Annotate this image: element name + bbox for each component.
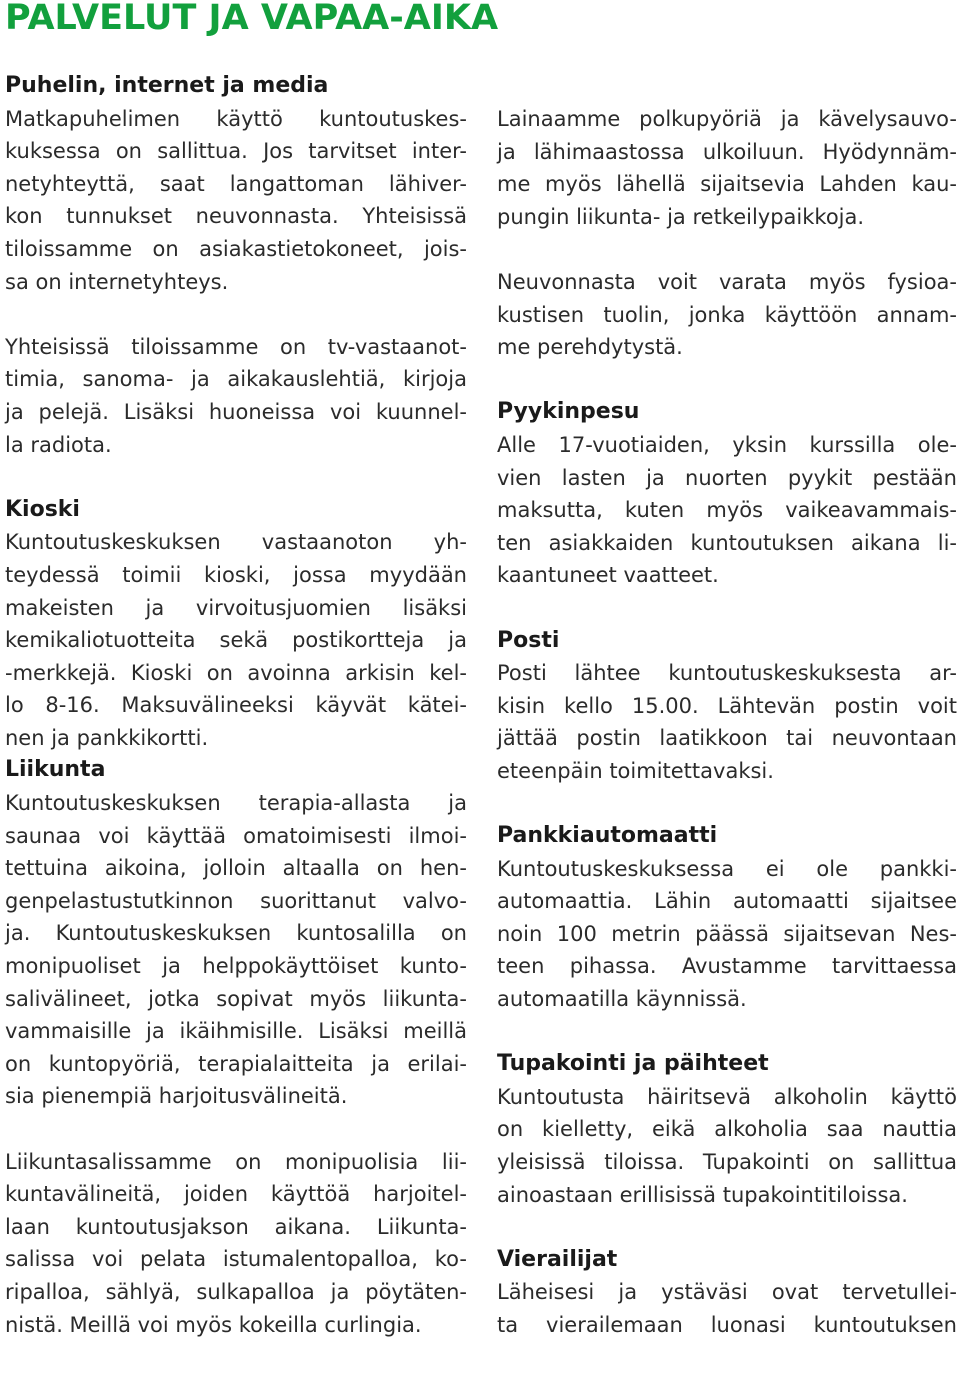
text-line: kuntavälineitä, joiden käyttöä harjoitel- [5, 1182, 467, 1207]
text-line: tettuina aikoina, jolloin altaalla on hen- [5, 856, 467, 881]
text-line: sa on internetyhteys. [5, 269, 229, 294]
text-line: la radiota. [5, 432, 112, 457]
text-line: laan kuntoutusjakson aikana. Liikunta- [5, 1214, 467, 1239]
paragraph [5, 526, 467, 754]
text-line: Kuntoutusta häiritsevä alkoholin käyttö [497, 1084, 957, 1109]
text-line: monipuoliset ja helppokäyttöiset kunto- [5, 954, 467, 979]
text-line: kon tunnukset neuvonnasta. Yhteisissä [5, 204, 467, 229]
text-line: yleisissä tiloissa. Tupakointi on sallittua [497, 1150, 957, 1174]
section-heading: Pyykinpesu [497, 399, 640, 425]
text-line: genpelastustutkinnon suorittanut valvo- [5, 888, 467, 913]
right-column [497, 103, 957, 1342]
text-line: salissa voi pelata istumalentopalloa, ko- [5, 1247, 467, 1272]
text-line: ja. Kuntoutuskeskuksen kuntosalilla on [5, 921, 467, 946]
paragraph [497, 429, 957, 592]
text-line: Matkapuhelimen käyttö kuntoutuskes- [5, 106, 467, 131]
section-heading: Vierailijat [497, 1246, 618, 1272]
text-line: netyhteyttä, saat langattoman lähiver- [5, 171, 467, 196]
paragraph [5, 331, 467, 461]
paragraph [497, 1081, 957, 1211]
text-line: ainoastaan erillisissä tupakointitiloissa. [497, 1182, 908, 1207]
text-line: Posti lähtee kuntoutuskeskuksesta ar- [497, 661, 957, 686]
left-column [5, 70, 467, 1341]
text-line: automaatilla käynnissä. [497, 987, 747, 1012]
text-line: eteenpäin toimitettavaksi. [497, 758, 774, 783]
section-atm [497, 820, 957, 1016]
text-line: kemikaliotuotteita sekä postikortteja ja [5, 628, 467, 653]
text-line: ten asiakkaiden kuntoutuksen aikana li- [497, 530, 957, 555]
text-line: ja lähimaastossa ulkoiluun. Hyödynnäm- [497, 139, 957, 164]
paragraph [497, 103, 957, 233]
section-laundry [497, 396, 957, 592]
section-heading: Kioski [5, 496, 80, 522]
text-line: me myös lähellä sijaitsevia Lahden kau- [497, 172, 957, 197]
section-phone-internet-media [5, 70, 467, 461]
section-visitors [497, 1244, 957, 1342]
text-line: Kuntoutuskeskuksessa ei ole pankki- [497, 856, 957, 881]
text-line: ripalloa, sählyä, sulkapalloa ja pöytäten- [5, 1279, 467, 1304]
text-line: automaattia. Lähin automaatti sijaitsee [497, 889, 957, 914]
text-line: teen pihassa. Avustamme tarvittaessa [497, 954, 957, 979]
text-line: teydessä toimii kioski, jossa myydään [5, 562, 467, 587]
text-line: Läheisesi ja ystäväsi ovat tervetullei- [497, 1280, 957, 1305]
paragraph [497, 853, 957, 1016]
section-sports [5, 754, 467, 1341]
paragraph [5, 103, 467, 299]
text-line: lo 8-16. Maksuvälineeksi käyvät kätei- [5, 693, 467, 718]
section-heading: Pankkiautomaatti [497, 823, 718, 849]
text-line: maksutta, kuten myös vaikeavammais- [497, 498, 957, 523]
text-line: saunaa voi käyttää omatoimisesti ilmoi- [5, 823, 467, 848]
paragraph [497, 266, 957, 364]
section-heading: Puhelin, internet ja media [5, 73, 329, 98]
section-kiosk [5, 494, 467, 755]
text-line: tiloissamme on asiakastietokoneet, jois- [5, 236, 467, 261]
text-line: nen ja pankkikortti. [5, 725, 209, 750]
text-line: kuksessa on sallittua. Jos tarvitset inter- [5, 139, 467, 164]
text-line: jättää postin laatikkoon tai neuvontaan [497, 726, 957, 751]
text-line: on kuntopyöriä, terapialaitteita ja erilai- [5, 1051, 467, 1076]
paragraph [5, 787, 467, 1113]
text-line: noin 100 metrin päässä sijaitsevan Nes- [497, 921, 957, 946]
text-line: kaantuneet vaatteet. [497, 563, 719, 588]
text-line: salivälineet, jotka sopivat myös liikunta- [5, 986, 467, 1011]
text-line: kustisen tuolin, jonka käyttöön annam- [497, 302, 957, 327]
text-line: pungin liikunta- ja retkeilypaikkoja. [497, 204, 865, 229]
text-line: Kuntoutuskeskuksen terapia-allasta ja [5, 791, 467, 816]
text-line: Neuvonnasta voit varata myös fysioa- [497, 269, 957, 294]
text-line: sia pienempiä harjoitusvälineitä. [5, 1084, 348, 1109]
paragraph [5, 1146, 467, 1342]
text-line: nistä. Meillä voi myös kokeilla curlingia. [5, 1312, 422, 1337]
section-mail [497, 625, 957, 788]
text-line: kisin kello 15.00. Lähtevän postin voit [497, 693, 957, 718]
text-line: Kuntoutuskeskuksen vastaanoton yh- [5, 530, 467, 555]
section-smoking-substances [497, 1048, 957, 1211]
page-title: PALVELUT JA VAPAA-AIKA [5, 0, 499, 38]
section-heading: Tupakointi ja päihteet [497, 1051, 769, 1077]
text-line: -merkkejä. Kioski on avoinna arkisin kel- [5, 660, 467, 685]
paragraph [497, 657, 957, 787]
text-line: timia, sanoma- ja aikakauslehtiä, kirjoja [5, 367, 467, 392]
text-line: Alle 17-vuotiaiden, yksin kurssilla ole- [497, 432, 957, 457]
text-line: Lainaamme polkupyöriä ja kävelysauvo- [497, 107, 957, 131]
text-line: on kielletty, eikä alkoholia saa nauttia [497, 1117, 957, 1142]
text-line: ta vierailemaan luonasi kuntoutuksen [497, 1312, 957, 1337]
text-line: me perehdytystä. [497, 335, 683, 360]
text-line: vien lasten ja nuorten pyykit pestään [497, 465, 957, 490]
text-line: vammaisille ja ikäihmisille. Lisäksi meillä [5, 1019, 467, 1044]
section-heading: Liikunta [5, 757, 106, 783]
text-line: Yhteisissä tiloissamme on tv-vastaanot- [5, 334, 467, 359]
section-heading: Posti [497, 627, 560, 653]
text-line: ja pelejä. Lisäksi huoneissa voi kuunnel- [5, 399, 467, 424]
section-sports-continued [497, 103, 957, 364]
text-line: Liikuntasalissamme on monipuolisia lii- [5, 1149, 467, 1174]
text-line: makeisten ja virvoitusjuomien lisäksi [5, 595, 467, 620]
paragraph [497, 1276, 957, 1341]
